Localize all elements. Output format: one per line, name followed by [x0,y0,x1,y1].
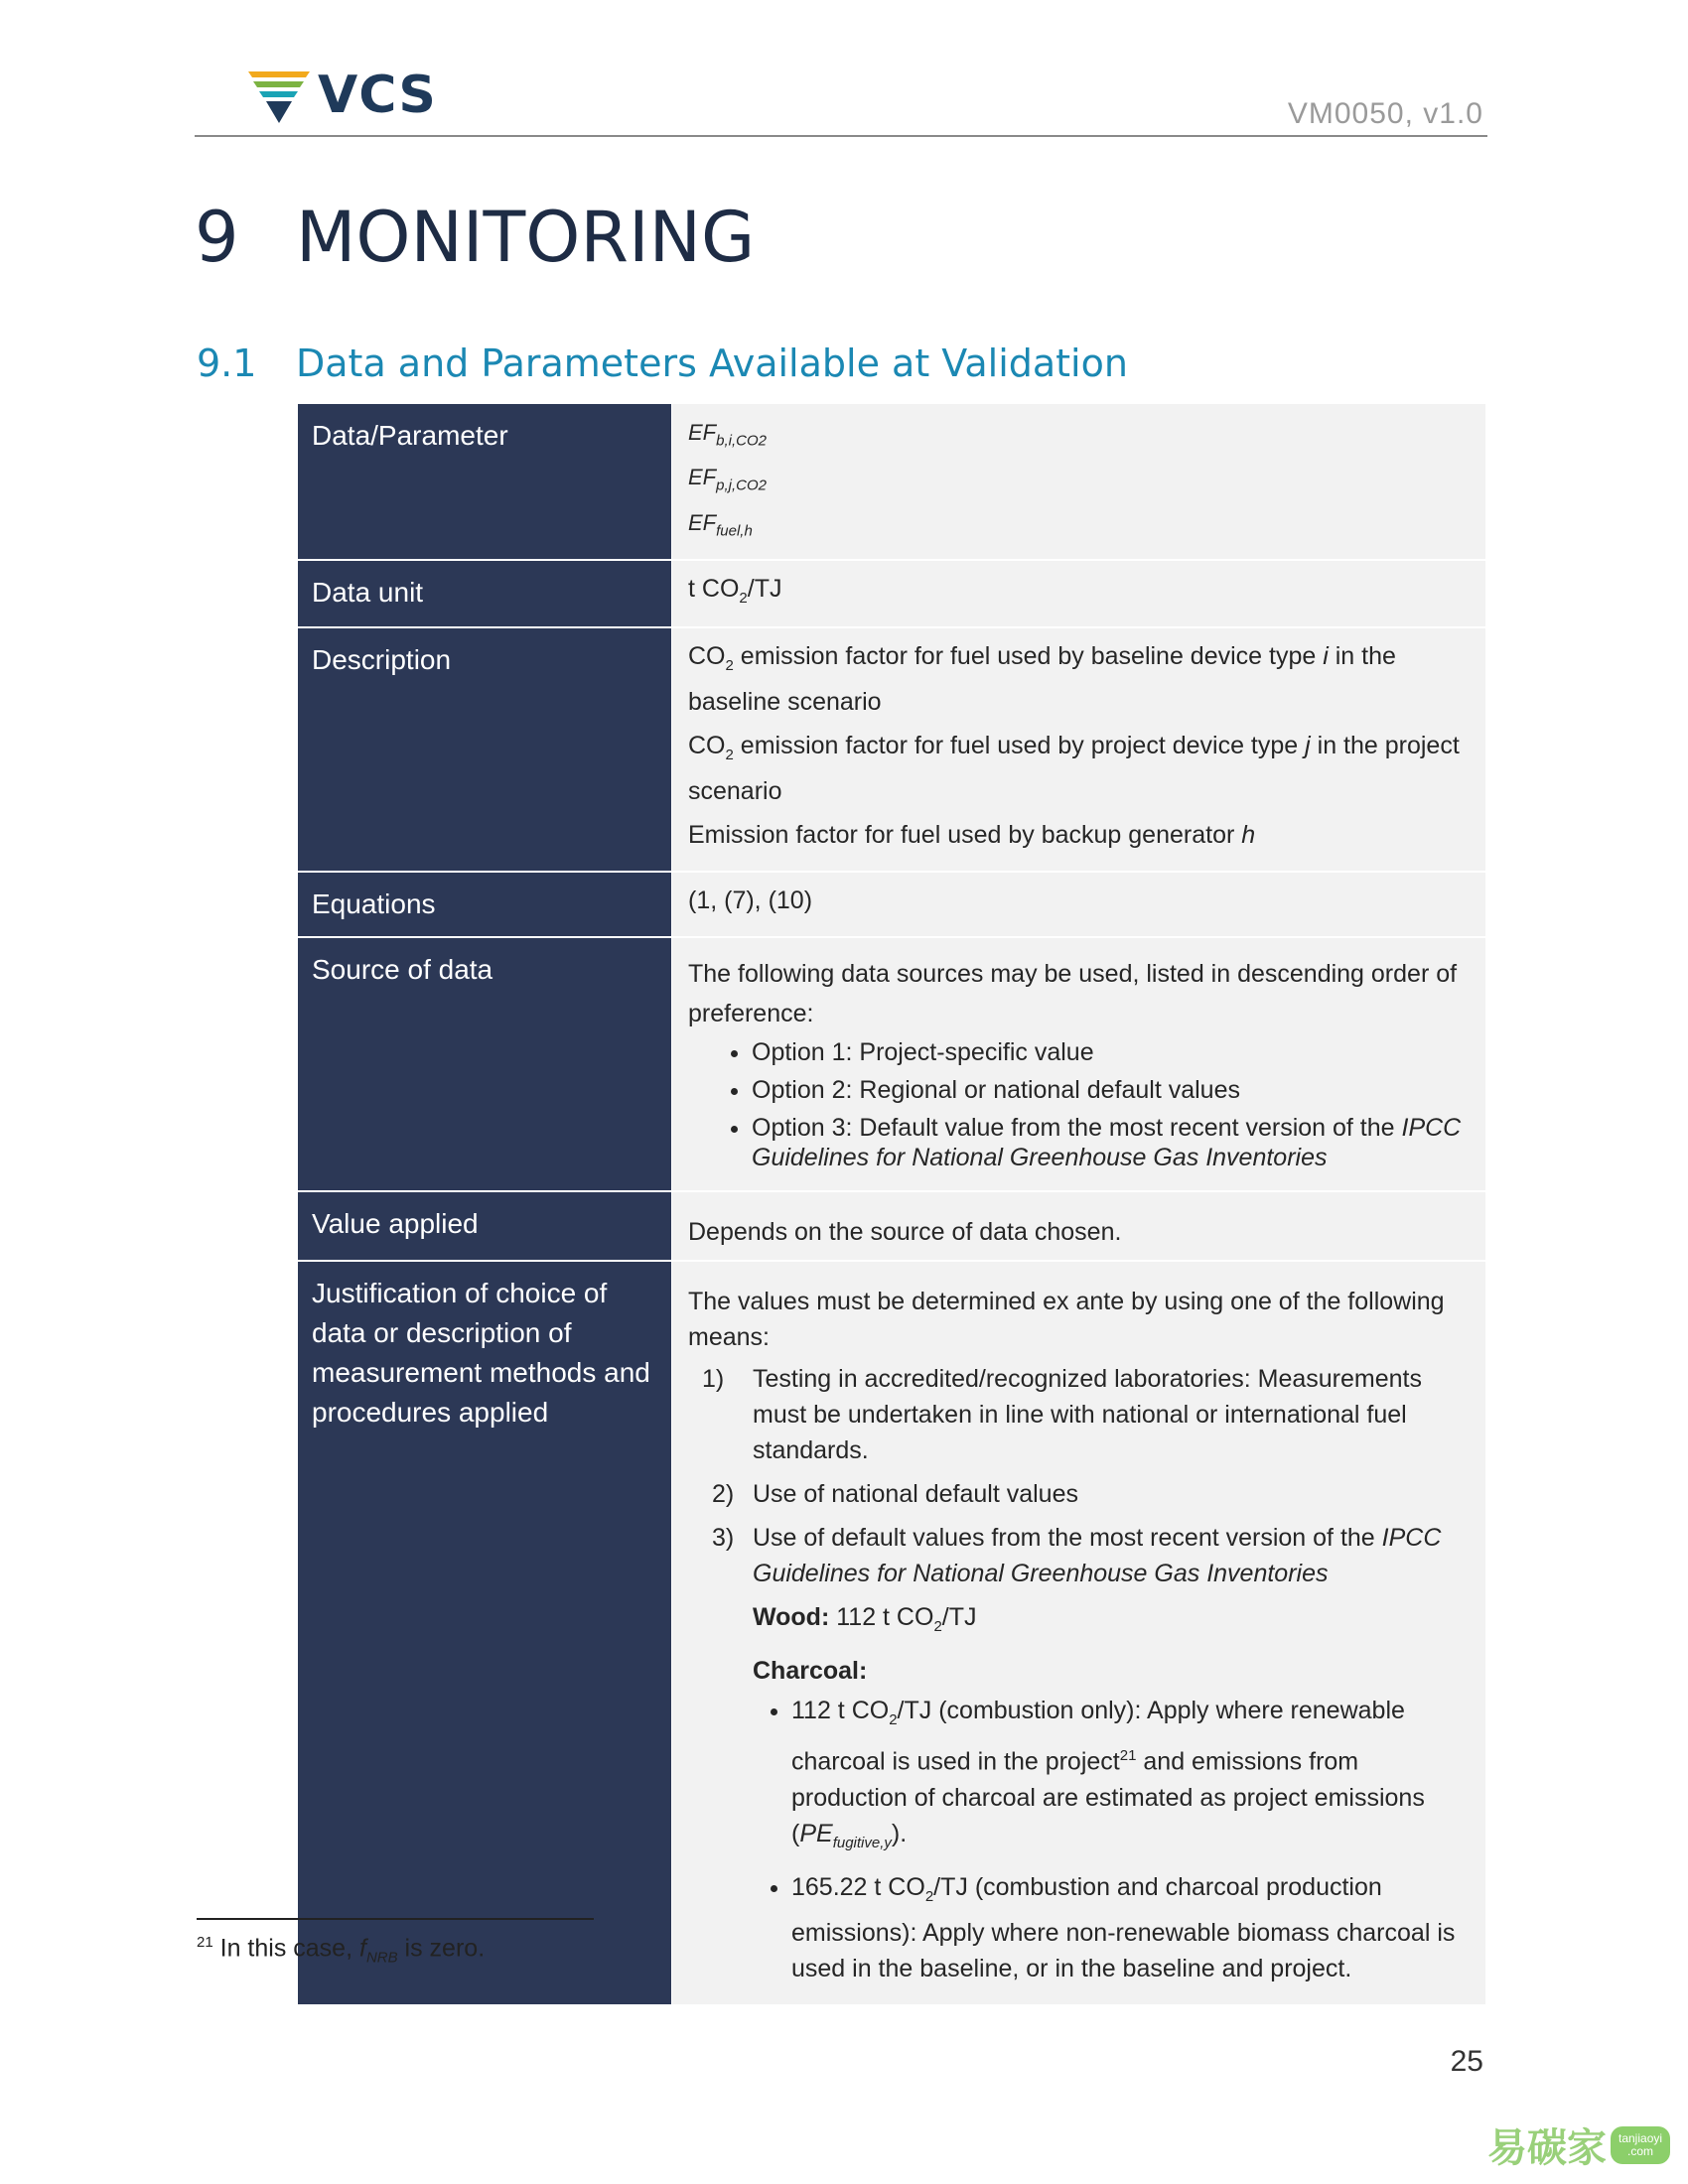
row-label-data-unit: Data unit [298,560,672,627]
list-item: • 165.22 t $CO_2/TJ$ (combustion and charcoal production emissions): Apply where non-renewable biomass charcoal is used in the baseline, or in the baseline and project. [791,1869,1470,1986]
justification-means-list [688,1361,1470,1591]
parameter-table [298,404,1485,2006]
parameter-symbol: $EF_{fuel,h}$ [688,509,753,540]
table-row [298,560,1485,627]
footnote: $^{21}$ In this case, $f_{NRB}$ is zero. [197,1934,486,1967]
list-item: • 112 t $CO_2/TJ$ (combustion only): Apply where renewable charcoal is used in the project$^{21}$ and emissions from production of charcoal are estimated as project emissions $(PE_{fugitive,y})$. [791,1693,1470,1860]
subsection-heading [197,341,1128,385]
row-label-data-parameter: Data/Parameter [298,404,672,560]
description-line: $CO_2$ emission factor for fuel used by baseline device type i in the baseline scenario [688,642,1396,717]
list-item: 2) Use of national default values [712,1480,1078,1509]
watermark [1487,2116,1670,2173]
table-row [298,937,1485,1191]
justification-intro: The values must be determined ex ante by using one of the following means: [688,1288,1445,1352]
row-label-description: Description [298,627,672,872]
source-options-list [688,1037,1470,1172]
table-row [298,872,1485,937]
row-label-justification: Justification of choice of data or description of measurement methods and procedures applied [298,1261,672,2004]
table-row [298,404,1485,560]
list-item: • Option 2: Regional or national default values [752,1075,1470,1105]
parameter-symbol: $EF_{p,j,CO2}$ [688,465,767,494]
wood-value: Wood: 112 t $CO_2/TJ$ [753,1603,977,1636]
description-line: Emission factor for fuel used by backup generator h [688,821,1256,850]
section-heading [195,197,755,278]
vcs-logo [248,66,437,125]
page-number: 25 [1450,2045,1483,2078]
watermark-badge: tanjiaoyi .com [1611,2126,1670,2164]
list-item: 1) Testing in accredited/recognized laboratories: Measurements must be undertaken in line with national or international fuel standards. [702,1365,1422,1465]
table-row [298,1261,1485,2004]
watermark-text: 易碳家 [1487,2126,1607,2170]
data-unit-value: t $CO_2/TJ$ [672,560,1486,627]
header-divider [195,135,1487,137]
row-label-equations: Equations [298,872,672,937]
description-line: $CO_2$ emission factor for fuel used by project device type j in the project scenario [688,732,1460,806]
list-item: 3) Use of default values from the most recent version of the IPCC Guidelines for National Greenhouse Gas Inventories [712,1524,1442,1588]
charcoal-options-list [688,1693,1470,1985]
vcs-logo-icon [248,68,310,123]
section-title: MONITORING [296,197,756,278]
document-code: VM0050, v1.0 [1287,97,1483,130]
section-number: 9 [195,197,239,278]
description-value [672,627,1486,872]
parameter-symbol: $EF_{b,i,CO2}$ [688,420,767,450]
subsection-title: Data and Parameters Available at Validation [296,341,1128,385]
row-label-value-applied: Value applied [298,1191,672,1261]
parameter-symbols [672,404,1486,560]
subsection-number: 9.1 [197,341,257,385]
equations-value: (1, (7), (10) [672,872,1486,937]
vcs-logo-text: VCS [318,66,437,125]
list-item: • Option 1: Project-specific value [752,1037,1470,1067]
table-row [298,627,1485,872]
list-item: • Option 3: Default value from the most recent version of the IPCC Guidelines for National Greenhouse Gas Inventories [752,1113,1470,1172]
source-intro: The following data sources may be used, listed in descending order of preference: [688,960,1458,1028]
footnote-divider [197,1918,594,1920]
value-applied-value: Depends on the source of data chosen. [672,1191,1486,1261]
charcoal-label: Charcoal: [753,1657,868,1686]
source-of-data-value [672,937,1486,1191]
row-label-source-of-data: Source of data [298,937,672,1191]
table-row [298,1191,1485,1261]
justification-value [672,1261,1486,2004]
